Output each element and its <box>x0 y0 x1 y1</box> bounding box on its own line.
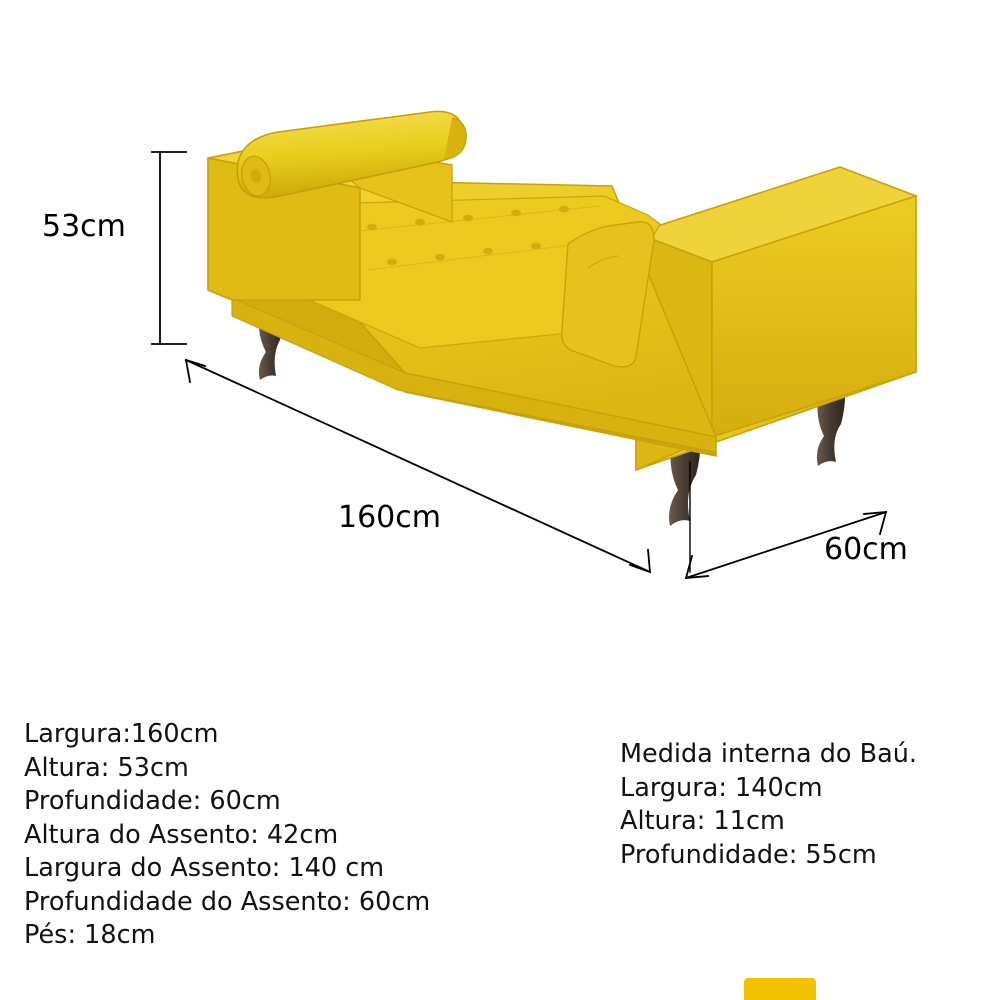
spec-item: Largura do Assento: 140 cm <box>24 853 385 883</box>
spec-item: Profundidade: 55cm <box>620 839 877 870</box>
dimension-label-height: 53cm <box>42 209 126 244</box>
specs-list-general <box>24 718 584 953</box>
spec-item: Altura: 53cm <box>24 752 189 783</box>
bottom-color-swatch <box>744 978 816 1000</box>
spec-item: Medida interna do Baú. <box>620 739 918 769</box>
spec-item: Profundidade: 60cm <box>24 786 281 816</box>
spec-item: Pés: 18cm <box>24 920 156 950</box>
spec-item: Profundidade do Assento: 60cm <box>24 886 431 917</box>
dimension-label-width: 160cm <box>338 500 441 535</box>
dimension-label-depth: 60cm <box>824 532 908 567</box>
spec-item: Altura: 11cm <box>620 806 785 836</box>
spec-item: Largura: 140cm <box>620 772 823 803</box>
spec-item: Largura:160cm <box>24 719 219 749</box>
specs-list-storage <box>620 738 980 872</box>
spec-item: Altura do Assento: 42cm <box>24 819 339 850</box>
